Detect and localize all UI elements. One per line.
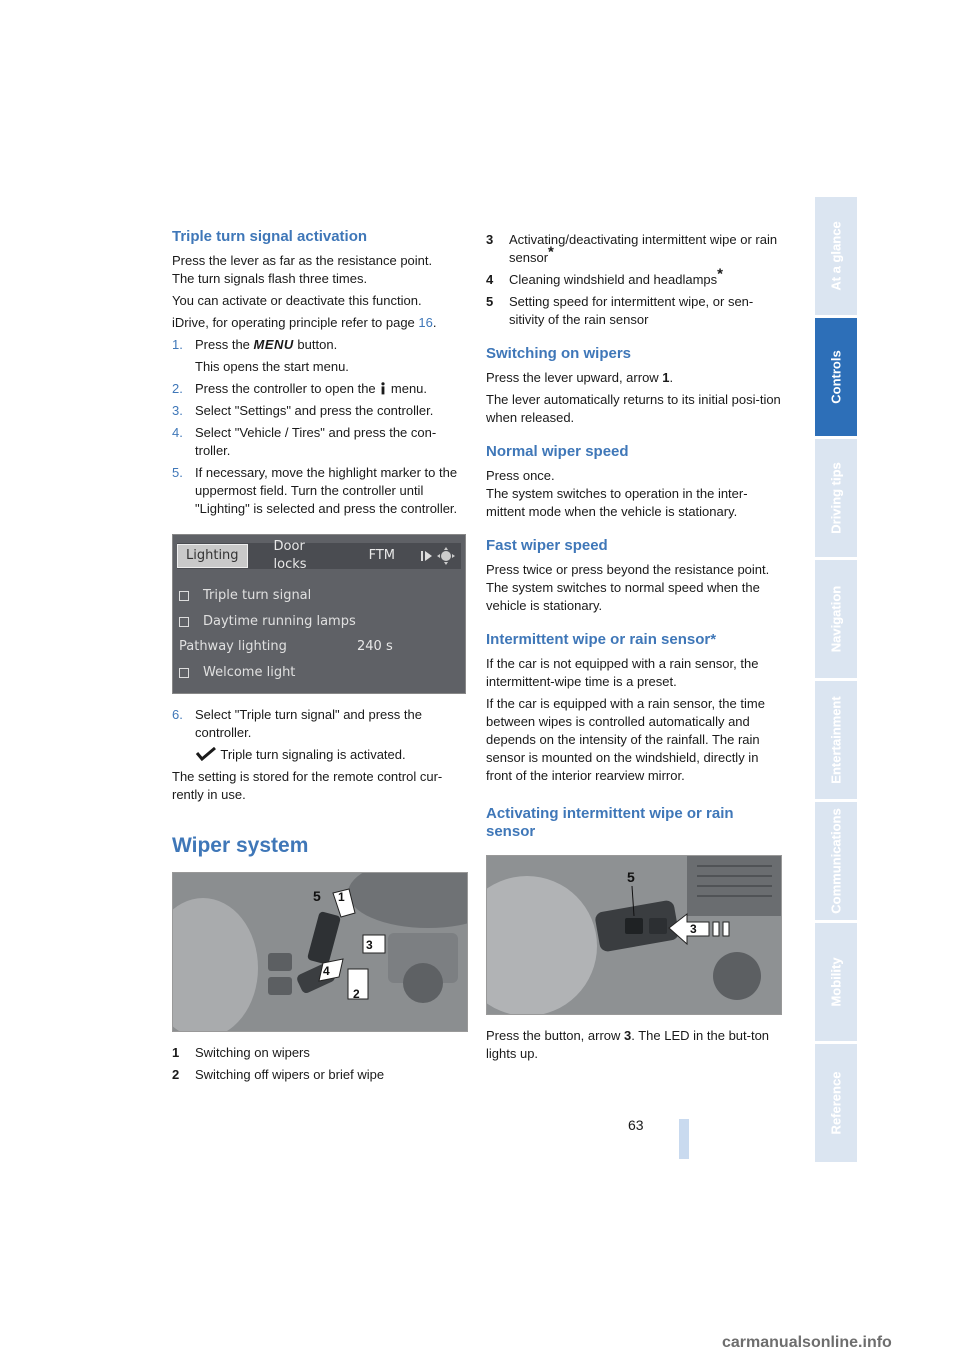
screen-row-welcome: Welcome light <box>179 664 295 682</box>
tab-driving-tips[interactable]: Driving tips <box>815 439 857 557</box>
step-4: 4. Select "Vehicle / Tires" and press the con-troller. <box>172 425 437 458</box>
paragraph: Press the lever as far as the resistance point. The turn signals flash three times. <box>172 253 433 286</box>
legend-2: 2 Switching off wipers or brief wipe <box>172 1067 385 1082</box>
chapter-tabs <box>815 197 857 1165</box>
step-5: 5. If necessary, move the highlight marker to the uppermost field. Turn the controller until "Lighting" is selected and press the controller. <box>172 465 458 516</box>
tab-mobility[interactable]: Mobility <box>815 923 857 1041</box>
tab-controls[interactable]: Controls <box>815 318 857 436</box>
heading-triple-turn-signal: Triple turn signal activation <box>172 228 368 245</box>
paragraph: Press twice or press beyond the resistance point. The system switches to normal speed when the vehicle is stationary. <box>486 562 770 613</box>
paragraph: Press the button, arrow 3. The LED in the but-ton lights up. <box>486 1028 770 1061</box>
menu-button-icon: MENU <box>253 337 294 352</box>
pathway-value: 240 s <box>357 639 393 654</box>
paragraph: If the car is equipped with a rain sensor, the time between wipes is controlled automatically and depends on the intensity of the rainfall. The rain sensor is mounted on the windshield, directly in front of the interior rearview mirror. <box>486 696 765 783</box>
wiper-lever-image <box>172 872 468 1032</box>
heading-wiper-system: Wiper system <box>172 834 309 857</box>
checkbox-icon <box>179 617 189 627</box>
heading-fast-speed: Fast wiper speed <box>486 537 608 554</box>
step-1-sub: This opens the start menu. <box>195 359 349 374</box>
svg-text:1: 1 <box>338 890 345 904</box>
svg-text:5: 5 <box>313 888 321 904</box>
idrive-screen-image <box>172 534 466 694</box>
paragraph: Press the lever upward, arrow 1. <box>486 370 674 385</box>
screen-nav <box>421 547 455 565</box>
rain-sensor-illustration <box>487 856 781 1014</box>
optional-star-icon: * <box>548 243 554 261</box>
paragraph: You can activate or deactivate this function. <box>172 293 422 308</box>
heading-switching-on: Switching on wipers <box>486 345 632 362</box>
controller-icon <box>437 547 455 565</box>
heading-activating: Activating intermittent wipe or rain sensor <box>486 805 734 840</box>
checkmark-icon <box>195 747 217 761</box>
left-column <box>172 228 468 1088</box>
heading-normal-speed: Normal wiper speed <box>486 443 629 460</box>
screen-tab-lighting: Lighting <box>177 544 248 568</box>
step-2: 2. Press the controller to open the menu. <box>172 381 428 396</box>
paragraph: The setting is stored for the remote control cur-rently in use. <box>172 769 443 802</box>
step-1: 1. Press the MENU button. <box>172 337 338 352</box>
wiper-lever-illustration <box>173 873 467 1031</box>
screen-row-pathway: Pathway lighting 240 s <box>179 639 393 654</box>
arrow-right-icon <box>421 549 433 563</box>
tab-navigation[interactable]: Navigation <box>815 560 857 678</box>
optional-star-icon: * <box>717 265 723 283</box>
screen-tab-ftm: FTM <box>368 548 395 563</box>
svg-text:5: 5 <box>627 869 635 885</box>
checkbox-icon <box>179 668 189 678</box>
svg-text:3: 3 <box>690 922 697 936</box>
watermark: carmanualsonline.info <box>722 1334 892 1351</box>
right-column <box>486 231 782 1067</box>
legend-5: 5 Setting speed for intermittent wipe, or sen-sitivity of the rain sensor <box>486 294 754 327</box>
rain-sensor-button-image <box>486 855 782 1015</box>
step-6: 6. Select "Triple turn signal" and press the controller. <box>172 707 422 740</box>
svg-text:2: 2 <box>353 987 360 1001</box>
svg-text:4: 4 <box>323 964 330 978</box>
screen-tab-bar <box>177 539 461 572</box>
tab-at-a-glance[interactable]: At a glance <box>815 197 857 315</box>
paragraph: The lever automatically returns to its initial posi-tion when released. <box>486 392 781 425</box>
legend-3: 3 Activating/deactivating intermittent wipe or rain sensor* <box>486 232 778 265</box>
tab-communications[interactable]: Communications <box>815 802 857 920</box>
legend-4: 4 Cleaning windshield and headlamps* <box>486 265 723 287</box>
paragraph: iDrive, for operating principle refer to page 16. <box>172 315 437 330</box>
legend-1: 1 Switching on wipers <box>172 1045 310 1060</box>
screen-row-triple-turn: Triple turn signal <box>179 587 311 605</box>
page-link[interactable]: 16 <box>418 315 433 330</box>
heading-intermittent: Intermittent wipe or rain sensor* <box>486 631 717 648</box>
page-number-bar <box>679 1119 689 1159</box>
checkbox-icon <box>179 591 189 601</box>
tab-entertainment[interactable]: Entertainment <box>815 681 857 799</box>
svg-text:3: 3 <box>366 938 373 952</box>
paragraph: Press once. The system switches to operation in the inter-mittent mode when the vehicle is stationary. <box>486 468 748 519</box>
paragraph: If the car is not equipped with a rain sensor, the intermittent-wipe time is a preset. <box>486 656 759 689</box>
step-6-sub: Triple turn signaling is activated. <box>195 746 468 764</box>
screen-tab-door-locks: Door locks <box>273 539 307 572</box>
screen-row-daytime: Daytime running lamps <box>179 613 356 631</box>
tab-reference[interactable]: Reference <box>815 1044 857 1162</box>
step-3: 3. Select "Settings" and press the controller. <box>172 403 434 418</box>
page-number: 63 <box>628 1117 644 1133</box>
